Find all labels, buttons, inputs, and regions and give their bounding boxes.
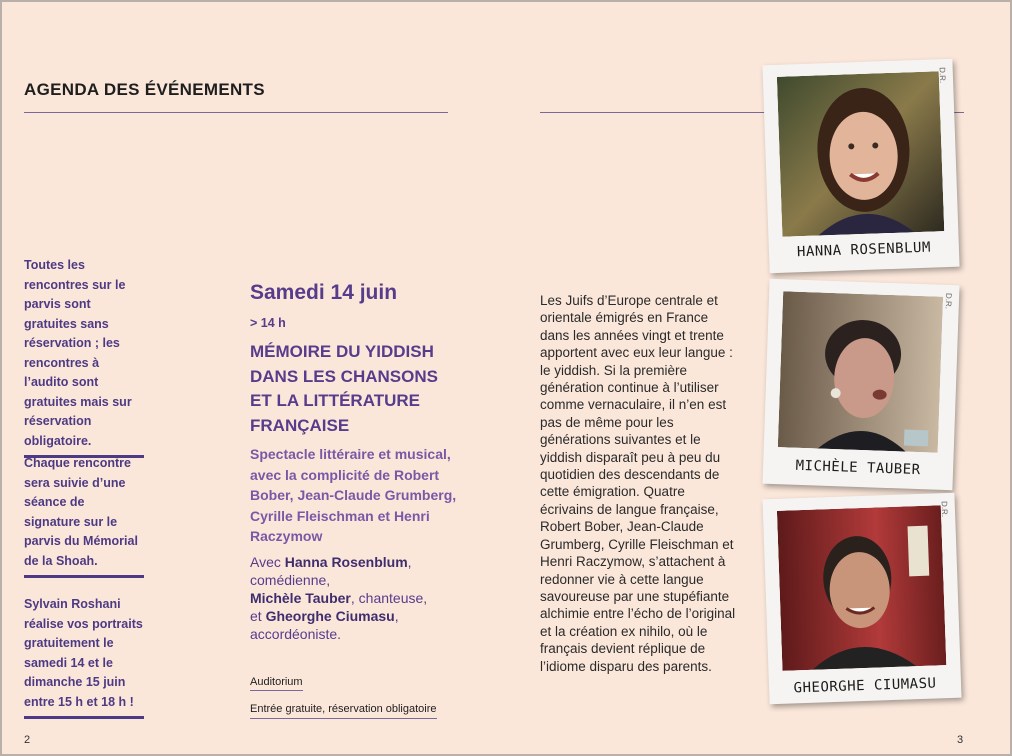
article-paragraph: Les Juifs d’Europe centrale et orientale émigrés en France dans les années vingt et trente apportent avec eux leur langue : le yiddish. Si la première génération continue à l’utiliser comme vernaculaire, il n’en est pas de même pour les générations suivantes et le yiddish disparaît peu à peu du quotidien des descendants de cette émigration. Quatre écrivains de langue française, Robert Bober, Jean-Claude Grumberg, Cyrille Fleischman et Henri Raczymow, s’attachent à redonner vie à cette langue savoureuse par une stupéfiante alchimie entre l’écho de l’original et la création ex nihilo, où le français devient réplique de l’idiome disparu des parents. xyxy=(540,293,736,674)
divider-left xyxy=(24,112,448,113)
event-title: MÉMOIRE DU YIDDISH DANS LES CHANSONS ET LA LITTÉRATURE FRANÇAISE xyxy=(250,342,438,435)
event-date: Samedi 14 juin xyxy=(250,281,398,304)
cast-connector: et xyxy=(250,607,266,624)
event-access: Entrée gratuite, réservation obligatoire xyxy=(250,703,437,719)
sidebar-divider xyxy=(24,575,144,578)
portrait-photo-hanna xyxy=(777,71,944,237)
portrait-caption-michele: MICHÈLE TAUBER xyxy=(795,457,921,479)
event-subtitle: Spectacle littéraire et musical, avec la complicité de Robert Bober, Jean-Claude Grumberg, Cyrille Fleischman et Henri Raczymow xyxy=(250,446,457,544)
sidebar-note-signature xyxy=(24,454,144,578)
cast-name-gheorghe: Gheorghe Ciumasu xyxy=(265,607,395,624)
portrait-photo-michele xyxy=(778,291,943,452)
event-venue: Auditorium xyxy=(250,676,303,691)
portrait-caption-gheorghe: GHEORGHE CIUMASU xyxy=(793,675,937,697)
page-number-right: 3 xyxy=(957,734,964,746)
event-block xyxy=(250,280,460,643)
cast-name-michele: Michèle Tauber xyxy=(250,589,351,606)
photo-credit: D.R. xyxy=(939,500,950,518)
sidebar-note-text: Chaque rencontre sera suivie d’une séance de signature sur le parvis du Mémorial de la Shoah. xyxy=(24,456,138,568)
cast-role-michele: , chanteuse, xyxy=(350,589,428,606)
page-title: AGENDA DES ÉVÉNEMENTS xyxy=(24,80,265,99)
cast-intro: Avec xyxy=(250,553,285,570)
event-time: > 14 h xyxy=(250,316,286,330)
portrait-photo-gheorghe xyxy=(777,505,946,671)
article-body xyxy=(540,292,740,675)
portrait-card-gheorghe xyxy=(762,493,961,705)
sidebar-note-text: Sylvain Roshani réalise vos portraits gratuitement le samedi 14 et le dimanche 15 juin entre 15 h et 18 h ! xyxy=(24,597,143,709)
cast-role-hanna: , comédienne, xyxy=(250,553,412,588)
portrait-caption-hanna: HANNA ROSENBLUM xyxy=(796,239,932,261)
portrait-card-michele xyxy=(762,279,959,491)
cast-role-gheorghe: , accordéoniste. xyxy=(250,607,399,642)
portrait-card-hanna xyxy=(762,59,959,274)
page-number-left: 2 xyxy=(24,734,31,746)
cast-name-hanna: Hanna Rosenblum xyxy=(284,553,408,570)
sidebar-divider xyxy=(24,716,144,719)
photo-credit: D.R. xyxy=(937,66,948,84)
sidebar-note-portraits xyxy=(24,595,144,719)
sidebar-note-text: Toutes les rencontres sur le parvis sont gratuites sans réservation ; les rencontres à l’audito sont gratuites mais sur réservation obligatoire. xyxy=(24,258,132,448)
sidebar-note-reservation xyxy=(24,256,144,458)
photo-credit: D.R. xyxy=(943,292,954,310)
event-cast xyxy=(250,553,460,643)
